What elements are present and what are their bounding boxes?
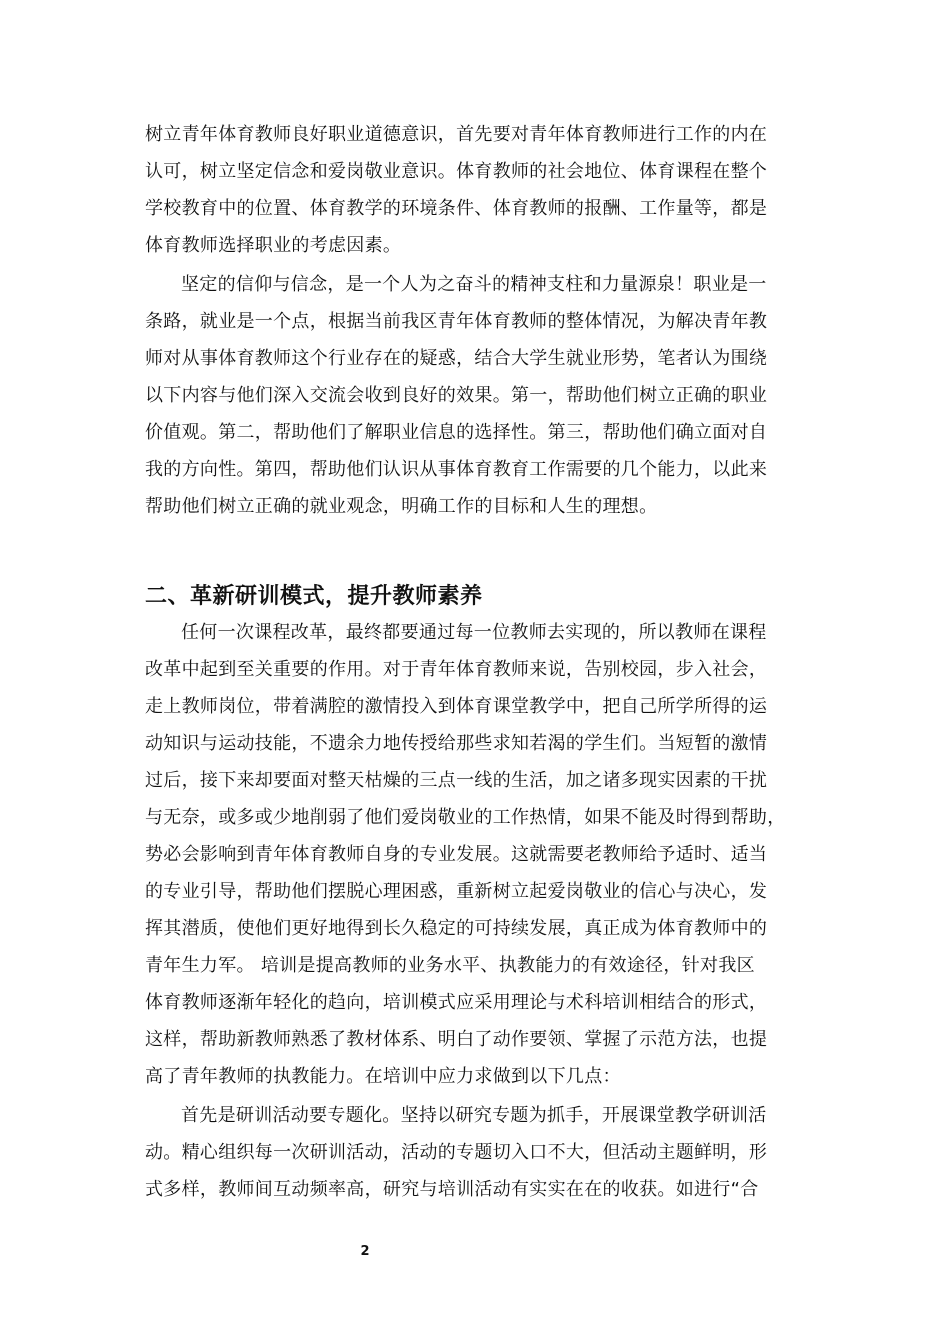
paragraph-line: 势必会影响到青年体育教师自身的专业发展。这就需要老教师给予适时、适当	[145, 844, 768, 865]
paragraph-line: 以下内容与他们深入交流会收到良好的效果。第一，帮助他们树立正确的职业	[145, 385, 768, 406]
paragraph-line: 任何一次课程改革，最终都要通过每一位教师去实现的，所以教师在课程	[181, 622, 767, 643]
paragraph-line: 走上教师岗位，带着满腔的激情投入到体育课堂教学中，把自己所学所得的运	[145, 696, 768, 717]
paragraph-line: 式多样，教师间互动频率高，研究与培训活动有实实在在的收获。如进行“合	[145, 1179, 759, 1200]
paragraph-line: 首先是研训活动要专题化。坚持以研究专题为抓手，开展课堂教学研训活	[181, 1105, 767, 1126]
paragraph-line: 挥其潜质，使他们更好地得到长久稳定的可持续发展，真正成为体育教师中的	[145, 918, 768, 939]
paragraph-line: 这样，帮助新教师熟悉了教材体系、明白了动作要领、掌握了示范方法，也提	[145, 1029, 768, 1050]
paragraph-line: 青年生力军。 培训是提高教师的业务水平、执教能力的有效途径，针对我区	[145, 955, 755, 976]
paragraph-line: 的专业引导，帮助他们摆脱心理困惑，重新树立起爱岗敬业的信心与决心，发	[145, 881, 768, 902]
paragraph-line: 师对从事体育教师这个行业存在的疑惑，结合大学生就业形势，笔者认为围绕	[145, 348, 768, 369]
paragraph-line: 树立青年体育教师良好职业道德意识，首先要对青年体育教师进行工作的内在	[145, 124, 768, 145]
paragraph-line: 帮助他们树立正确的就业观念，明确工作的目标和人生的理想。	[145, 496, 658, 517]
paragraph-line: 学校教育中的位置、体育教学的环境条件、体育教师的报酬、工作量等，都是	[145, 198, 768, 219]
paragraph-line: 动知识与运动技能，不遗余力地传授给那些求知若渴的学生们。当短暂的激情	[145, 733, 768, 754]
section-heading: 二、革新研训模式，提升教师素养	[145, 584, 483, 609]
paragraph-line: 价值观。第二，帮助他们了解职业信息的选择性。第三，帮助他们确立面对自	[145, 422, 768, 443]
paragraph-line: 与无奈，或多或少地削弱了他们爱岗敬业的工作热情，如果不能及时得到帮助，	[145, 807, 786, 828]
paragraph-line: 改革中起到至关重要的作用。对于青年体育教师来说，告别校园，步入社会，	[145, 659, 768, 680]
paragraph-line: 体育教师选择职业的考虑因素。	[145, 235, 402, 256]
paragraph-line: 我的方向性。第四，帮助他们认识从事体育教育工作需要的几个能力，以此来	[145, 459, 768, 480]
page-number: 2	[360, 1244, 370, 1259]
paragraph-line: 高了青年教师的执教能力。在培训中应力求做到以下几点：	[145, 1066, 621, 1087]
paragraph-line: 坚定的信仰与信念，是一个人为之奋斗的精神支柱和力量源泉！职业是一	[181, 274, 767, 295]
paragraph-line: 体育教师逐渐年轻化的趋向，培训模式应采用理论与术科培训相结合的形式，	[145, 992, 768, 1013]
paragraph-line: 条路，就业是一个点，根据当前我区青年体育教师的整体情况，为解决青年教	[145, 311, 768, 332]
paragraph-line: 过后，接下来却要面对整天枯燥的三点一线的生活，加之诸多现实因素的干扰	[145, 770, 768, 791]
paragraph-line: 认可，树立坚定信念和爱岗敬业意识。体育教师的社会地位、体育课程在整个	[145, 161, 768, 182]
paragraph-line: 动。精心组织每一次研训活动，活动的专题切入口不大，但活动主题鲜明，形	[145, 1142, 768, 1163]
